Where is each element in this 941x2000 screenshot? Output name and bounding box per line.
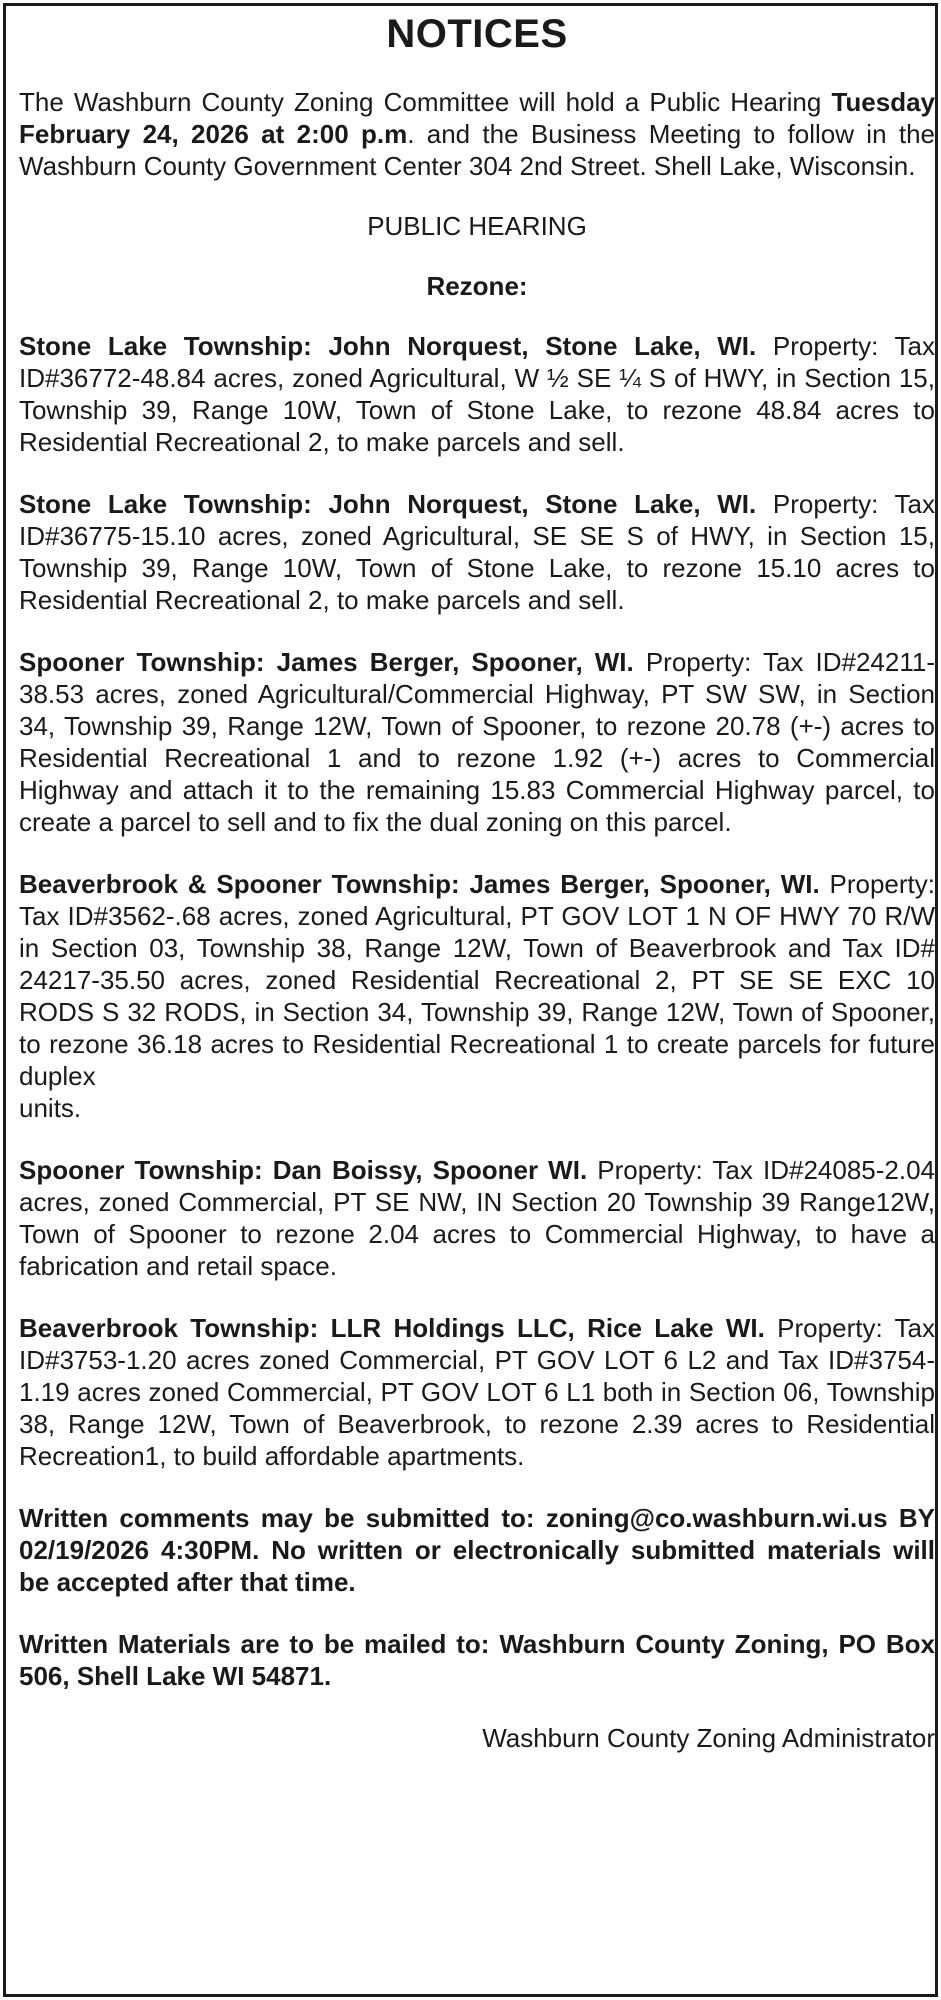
notice-content bbox=[19, 12, 935, 1754]
intro-text: The Washburn County Zoning Committee will hold a Public Hearing bbox=[19, 87, 832, 117]
rezone-applicant: Stone Lake Township: John Norquest, Stone Lake, WI. bbox=[19, 331, 757, 361]
rezone-details: Property: Tax ID#36772-48.84 acres, zoned Agricultural, W ½ SE ¼ S of HWY, in Section 15, Township 39, Range 10W, Town of Stone Lake, to rezone 48.84 acres to Residential Recreational 2, to make parcels and sell. bbox=[19, 331, 935, 457]
rezone-applicant: Stone Lake Township: John Norquest, Stone Lake, WI. bbox=[19, 489, 757, 519]
rezone-applicant: Spooner Township: Dan Boissy, Spooner WI. bbox=[19, 1155, 588, 1185]
rezone-applicant: Beaverbrook & Spooner Township: James Berger, Spooner, WI. bbox=[19, 869, 820, 899]
rezone-item bbox=[19, 868, 935, 1124]
rezone-details: Property: Tax ID#3562-.68 acres, zoned Agricultural, PT GOV LOT 1 N OF HWY 70 R/W in Section 03, Township 38, Range 12W, Town of Beaverbrook and Tax ID# 24217-35.50 acres, zoned Residential Recreational 2, PT SE SE EXC 10 RODS S 32 RODS, in Section 34, Township 39, Range 12W, Town of Spooner, to rezone 36.18 acres to Residential Recreational 1 to create parcels for future duplex bbox=[19, 869, 935, 1091]
intro-text-continued: . and the Business Meeting to follow in the Washburn County Government Center 304 2nd Street. Shell Lake, Wisconsin. bbox=[19, 119, 935, 181]
rezone-item bbox=[19, 1312, 935, 1472]
intro-paragraph bbox=[19, 86, 935, 182]
rezone-details: Property: Tax ID#36775-15.10 acres, zoned Agricultural, SE SE S of HWY, in Section 15, Township 39, Range 10W, Town of Stone Lake, to rezone 15.10 acres to Residential Recreational 2, to make parcels and sell. bbox=[19, 489, 935, 615]
rezone-applicant: Beaverbrook Township: LLR Holdings LLC, Rice Lake WI. bbox=[19, 1313, 765, 1343]
page-title: NOTICES bbox=[386, 12, 568, 56]
section-heading: PUBLIC HEARING bbox=[367, 211, 587, 241]
notice-border bbox=[3, 3, 938, 1997]
comments-notice: Written comments may be submitted to: zoning@co.washburn.wi.us BY 02/19/2026 4:30PM. No written or electronically submitted materials will be accepted after that time. bbox=[19, 1503, 935, 1597]
rezone-subheading: Rezone: bbox=[426, 271, 528, 301]
hearing-date: Tuesday February 24, 2026 at 2:00 p.m bbox=[19, 87, 935, 149]
signature: Washburn County Zoning Administrator bbox=[482, 1723, 935, 1753]
mailing-notice: Written Materials are to be mailed to: Washburn County Zoning, PO Box 506, Shell Lake WI 54871. bbox=[19, 1629, 935, 1691]
rezone-item bbox=[19, 330, 935, 458]
rezone-details-tail: units. bbox=[19, 1093, 82, 1123]
rezone-item bbox=[19, 646, 935, 838]
rezone-applicant: Spooner Township: James Berger, Spooner, WI. bbox=[19, 647, 634, 677]
rezone-item bbox=[19, 488, 935, 616]
rezone-details: Property: Tax ID#3753-1.20 acres zoned Commercial, PT GOV LOT 6 L2 and Tax ID#3754-1.19 acres zoned Commercial, PT GOV LOT 6 L1 both in Section 06, Township 38, Range 12W, Town of Beaverbrook, to rezone 2.39 acres to Residential Recreation1, to build affordable apartments. bbox=[19, 1313, 935, 1471]
rezone-details: Property: Tax ID#24085-2.04 acres, zoned Commercial, PT SE NW, IN Section 20 Township 39 Range12W, Town of Spooner to rezone 2.04 acres to Commercial Highway, to have a fabrication and retail space. bbox=[19, 1155, 936, 1281]
rezone-item bbox=[19, 1154, 935, 1282]
rezone-details: Property: Tax ID#24211-38.53 acres, zoned Agricultural/Commercial Highway, PT SW SW, in Section 34, Township 39, Range 12W, Town of Spooner, to rezone 20.78 (+-) acres to Residential Recreational 1 and to rezone 1.92 (+-) acres to Commercial Highway and attach it to the remaining 15.83 Commercial Highway parcel, to create a parcel to sell and to fix the dual zoning on this parcel. bbox=[19, 647, 935, 837]
